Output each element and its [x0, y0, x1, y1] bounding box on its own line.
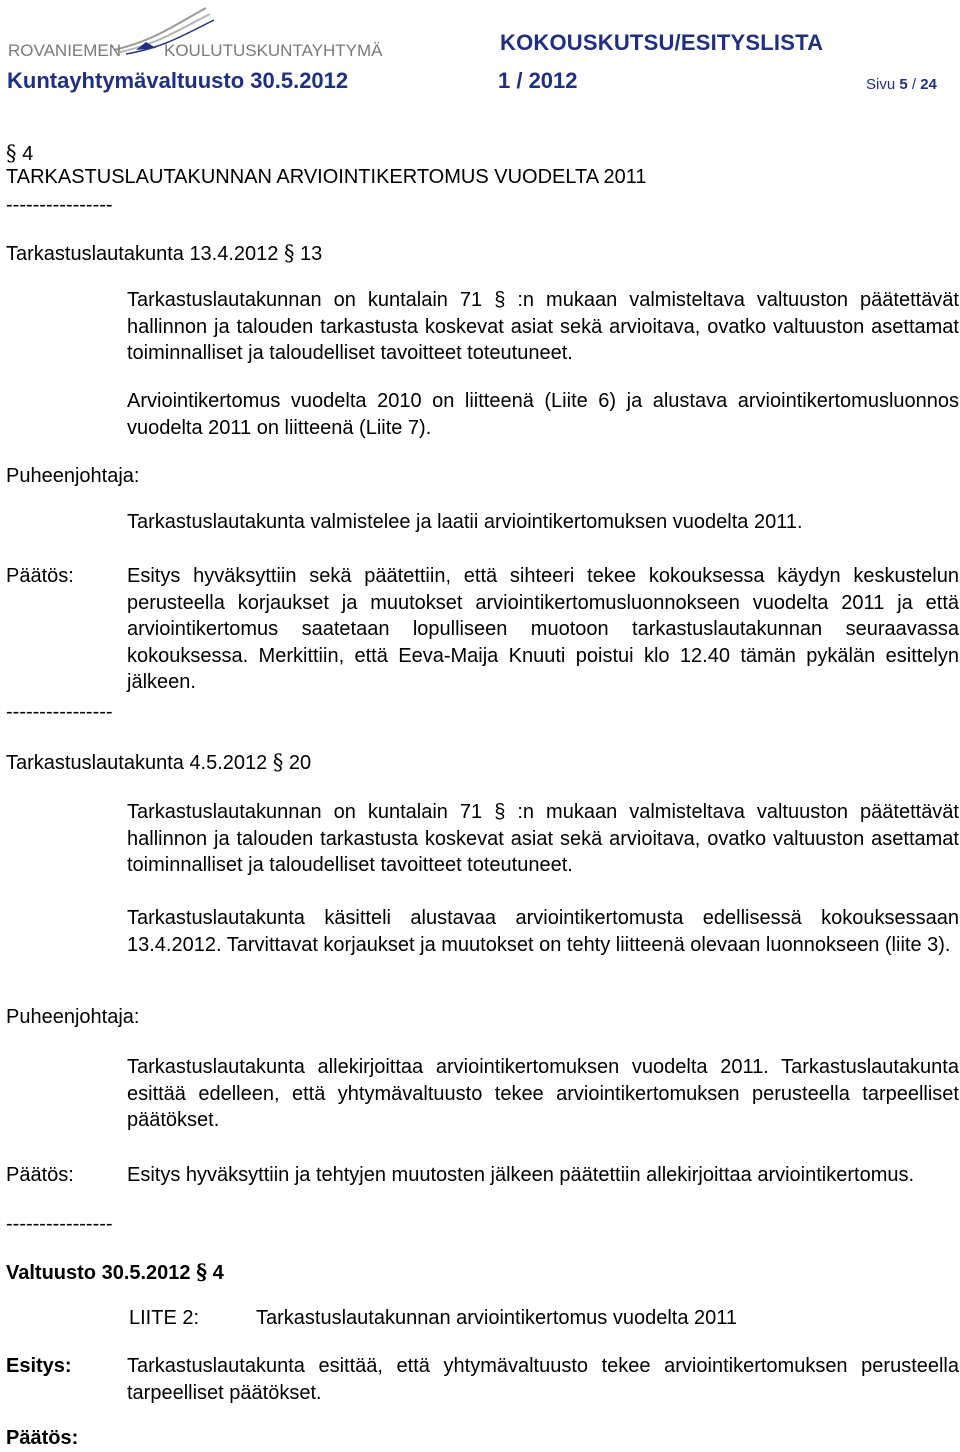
reference-heading: Valtuusto 30.5.2012 § 4	[6, 1259, 224, 1284]
document-type: KOKOUSKUTSU/ESITYSLISTA	[500, 30, 824, 55]
section-mark: §	[283, 241, 295, 265]
section-mark: §	[6, 141, 17, 165]
item-divider: ----------------	[6, 194, 113, 216]
decision-label: Päätös:	[6, 1164, 74, 1186]
issue-number: 1 / 2012	[498, 68, 578, 93]
paragraph: Tarkastuslautakunnan on kuntalain 71 § :n mukaan valmisteltava valtuuston päätettävät hallinnon ja talouden tarkastusta koskevat asiat sekä arvioitava, ovatko valtuuston asettamat toiminnalliset ja taloudelliset tavoitteet toteutuneet.	[127, 801, 959, 876]
item-title: TARKASTUSLAUTAKUNNAN ARVIOINTIKERTOMUS VUODELTA 2011	[6, 166, 647, 188]
section-mark: §	[272, 750, 284, 774]
paragraph: Arviointikertomus vuodelta 2010 on liitteenä (Liite 6) ja alustava arviointikertomusluonnos vuodelta 2011 on liitteenä (Liite 7).	[127, 390, 959, 439]
block-divider: ----------------	[6, 701, 113, 723]
paragraph: Tarkastuslautakunnan on kuntalain 71 § :n mukaan valmisteltava valtuuston päätettävät hallinnon ja talouden tarkastusta koskevat asiat sekä arvioitava, ovatko valtuuston asettamat toiminnalliset ja taloudelliset tavoitteet toteutuneet.	[127, 289, 959, 364]
chair-proposal: Tarkastuslautakunta valmistelee ja laatii arviointikertomuksen vuodelta 2011.	[127, 511, 803, 533]
decision-label: Päätös:	[6, 1427, 79, 1449]
block-divider: ----------------	[6, 1213, 113, 1235]
logo-text-part1: ROVANIEMEN	[8, 41, 122, 60]
attachment-label: LIITE 2:	[129, 1307, 200, 1329]
item-number: § 4	[6, 141, 34, 165]
page-prefix: Sivu	[866, 76, 896, 93]
meeting-title: Kuntayhtymävaltuusto 30.5.2012	[7, 68, 349, 93]
section-mark: §	[196, 1259, 208, 1284]
chair-label: Puheenjohtaja:	[6, 465, 140, 487]
page-number: 5	[899, 76, 908, 93]
page-separator: /	[911, 76, 917, 93]
logo-text-part2: KOULUTUSKUNTAYHTYMÄ	[164, 41, 383, 60]
chair-proposal: Tarkastuslautakunta allekirjoittaa arviointikertomuksen vuodelta 2011. Tarkastuslautakunta esittää edelleen, että yhtymävaltuusto tekee arviointikertomuksen perusteella tarpeelliset päätökset.	[127, 1056, 959, 1131]
page-total: 24	[920, 76, 937, 93]
decision-text: Esitys hyväksyttiin sekä päätettiin, että sihteeri tekee kokouksessa käydyn keskustelun perusteella korjaukset ja muutokset arviointikertomusluonnokseen vuodelta 2011 ja että arviointikertomus saatetaan lopulliseen muotoon tarkastuslautakunnan seuraavassa kokouksessa. Merkittiin, että Eeva-Maija Knuuti poistui klo 12.40 tämän pykälän esittelyn jälkeen.	[127, 565, 959, 693]
page-indicator	[866, 76, 937, 93]
paragraph: Tarkastuslautakunta käsitteli alustavaa arviointikertomusta edellisessä kokouksessaan 13.4.2012. Tarvittavat korjaukset ja muutokset on tehty liitteenä olevaan luonnokseen (liite 3).	[127, 907, 959, 956]
logo-swoosh-icon	[6, 4, 406, 62]
proposal-text: Tarkastuslautakunta esittää, että yhtymävaltuusto tekee arviointikertomuksen perusteella tarpeelliset päätökset.	[127, 1355, 959, 1404]
proposal-label: Esitys:	[6, 1355, 72, 1377]
organization-logo	[6, 4, 406, 62]
reference-heading: Tarkastuslautakunta 4.5.2012 § 20	[6, 750, 312, 774]
decision-text: Esitys hyväksyttiin ja tehtyjen muutosten jälkeen päätettiin allekirjoittaa arviointikertomus.	[127, 1164, 915, 1186]
attachment-title: Tarkastuslautakunnan arviointikertomus vuodelta 2011	[256, 1307, 738, 1329]
reference-heading: Tarkastuslautakunta 13.4.2012 § 13	[6, 241, 323, 265]
chair-label: Puheenjohtaja:	[6, 1006, 140, 1028]
decision-label: Päätös:	[6, 565, 74, 587]
